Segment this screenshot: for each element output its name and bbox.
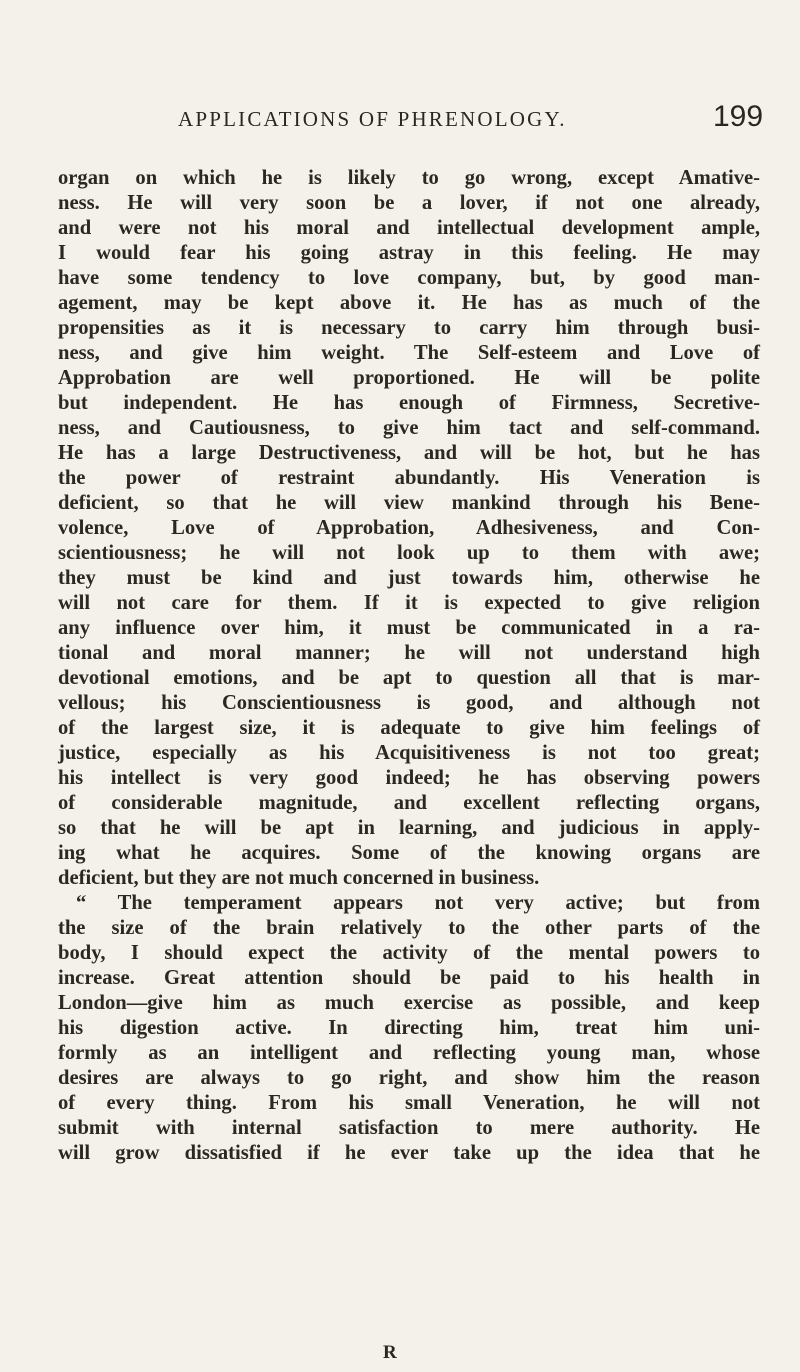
- text-line: any influence over him, it must be communicated in a ra-: [58, 617, 760, 639]
- text-line: deficient, so that he will view mankind through his Bene-: [58, 492, 760, 514]
- text-line: of considerable magnitude, and excellent reflecting organs,: [58, 792, 760, 814]
- text-line: ness, and give him weight. The Self-esteem and Love of: [58, 342, 760, 364]
- text-line: increase. Great attention should be paid to his health in: [58, 967, 760, 989]
- text-line: submit with internal satisfaction to mere authority. He: [58, 1117, 760, 1139]
- text-line: Approbation are well proportioned. He will be polite: [58, 367, 760, 389]
- text-line: but independent. He has enough of Firmness, Secretive-: [58, 392, 760, 414]
- text-line: so that he will be apt in learning, and judicious in apply-: [58, 817, 760, 839]
- text-line: formly as an intelligent and reflecting young man, whose: [58, 1042, 760, 1064]
- text-line: ness. He will very soon be a lover, if not one already,: [58, 192, 760, 214]
- running-head: [0, 99, 800, 139]
- text-line: they must be kind and just towards him, otherwise he: [58, 567, 760, 589]
- text-line: desires are always to go right, and show him the reason: [58, 1067, 760, 1089]
- text-line: volence, Love of Approbation, Adhesiveness, and Con-: [58, 517, 760, 539]
- text-line: I would fear his going astray in this feeling. He may: [58, 242, 760, 264]
- text-line: vellous; his Conscientiousness is good, and although not: [58, 692, 760, 714]
- text-line: He has a large Destructiveness, and will be hot, but he has: [58, 442, 760, 464]
- text-line: propensities as it is necessary to carry him through busi-: [58, 317, 760, 339]
- text-line: devotional emotions, and be apt to question all that is mar-: [58, 667, 760, 689]
- text-line: “ The temperament appears not very active; but from: [76, 892, 760, 914]
- text-line: ing what he acquires. Some of the knowing organs are: [58, 842, 760, 864]
- text-line: will not care for them. If it is expected to give religion: [58, 592, 760, 614]
- text-line: agement, may be kept above it. He has as much of the: [58, 292, 760, 314]
- text-line: the power of restraint abundantly. His Veneration is: [58, 467, 760, 489]
- page-number: 199: [713, 100, 764, 133]
- text-line: of every thing. From his small Veneration, he will not: [58, 1092, 760, 1114]
- running-title: APPLICATIONS OF PHRENOLOGY.: [178, 107, 567, 131]
- text-line: ness, and Cautiousness, to give him tact and self-command.: [58, 417, 760, 439]
- text-line: deficient, but they are not much concerned in business.: [58, 867, 540, 889]
- text-line: body, I should expect the activity of the mental powers to: [58, 942, 760, 964]
- text-line: London—give him as much exercise as possible, and keep: [58, 992, 760, 1014]
- text-line: the size of the brain relatively to the other parts of the: [58, 917, 760, 939]
- text-line: his digestion active. In directing him, treat him uni-: [58, 1017, 760, 1039]
- body-text: [58, 166, 760, 1166]
- text-line: of the largest size, it is adequate to give him feelings of: [58, 717, 760, 739]
- signature-mark: R: [383, 1342, 397, 1363]
- text-line: have some tendency to love company, but, by good man-: [58, 267, 760, 289]
- text-line: tional and moral manner; he will not understand high: [58, 642, 760, 664]
- text-line: and were not his moral and intellectual development ample,: [58, 217, 760, 239]
- text-line: scientiousness; he will not look up to them with awe;: [58, 542, 760, 564]
- text-line: will grow dissatisfied if he ever take up the idea that he: [58, 1142, 760, 1164]
- text-line: justice, especially as his Acquisitiveness is not too great;: [58, 742, 760, 764]
- text-line: organ on which he is likely to go wrong, except Amative-: [58, 167, 760, 189]
- text-line: his intellect is very good indeed; he has observing powers: [58, 767, 760, 789]
